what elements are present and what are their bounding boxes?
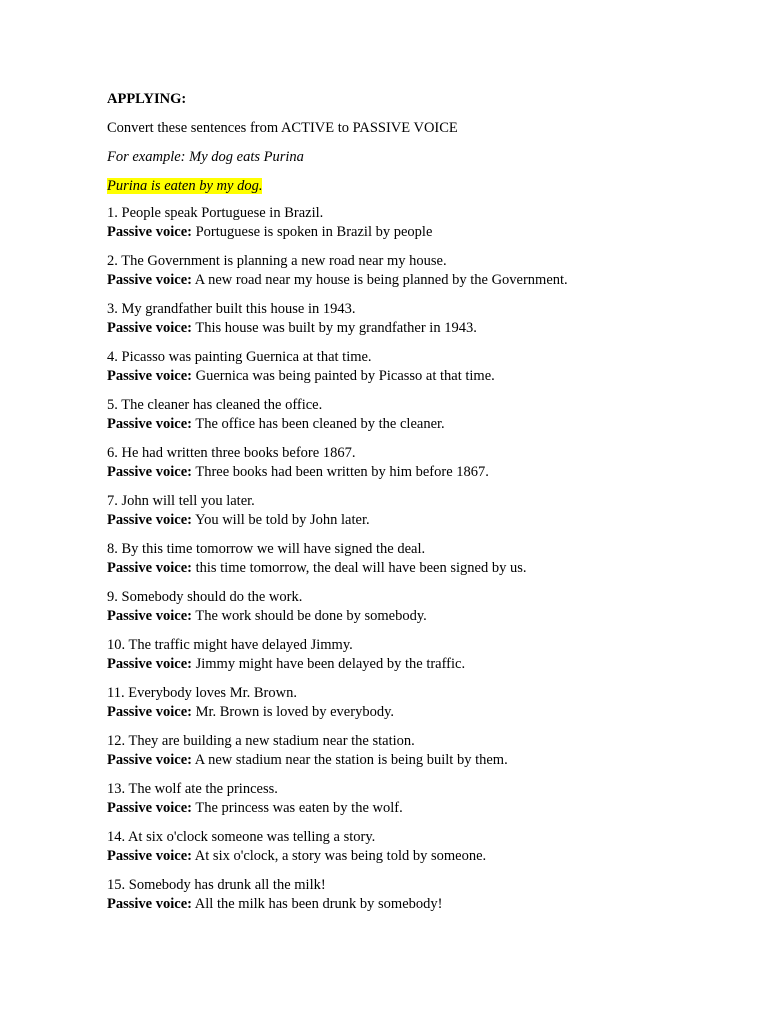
passive-sentence: You will be told by John later. — [195, 512, 370, 528]
passive-voice-label: Passive voice: — [107, 512, 192, 528]
example-active-sentence: For example: My dog eats Purina — [107, 149, 304, 165]
passive-line — [107, 559, 708, 578]
list-item — [107, 252, 708, 290]
list-item — [107, 492, 708, 530]
list-item — [107, 636, 708, 674]
passive-sentence: A new road near my house is being planned by the Government. — [194, 272, 568, 288]
active-sentence: 11. Everybody loves Mr. Brown. — [107, 685, 297, 701]
list-item — [107, 300, 708, 338]
active-sentence: 15. Somebody has drunk all the milk! — [107, 877, 326, 893]
passive-sentence: The work should be done by somebody. — [195, 608, 427, 624]
passive-voice-label: Passive voice: — [107, 896, 192, 912]
list-item — [107, 588, 708, 626]
list-item — [107, 396, 708, 434]
list-item — [107, 780, 708, 818]
passive-sentence: Portuguese is spoken in Brazil by people — [195, 224, 433, 240]
active-sentence: 8. By this time tomorrow we will have signed the deal. — [107, 541, 426, 557]
passive-voice-label: Passive voice: — [107, 272, 192, 288]
passive-sentence: All the milk has been drunk by somebody! — [194, 896, 443, 912]
passive-line — [107, 271, 708, 290]
passive-line — [107, 895, 708, 914]
passive-line — [107, 415, 708, 434]
passive-line — [107, 751, 708, 770]
passive-voice-label: Passive voice: — [107, 320, 192, 336]
passive-voice-label: Passive voice: — [107, 416, 192, 432]
passive-sentence: Jimmy might have been delayed by the traffic. — [195, 656, 466, 672]
passive-line — [107, 799, 708, 818]
active-sentence: 10. The traffic might have delayed Jimmy. — [107, 637, 353, 653]
active-sentence: 1. People speak Portuguese in Brazil. — [107, 205, 324, 221]
passive-voice-label: Passive voice: — [107, 608, 192, 624]
example-highlight: Purina is eaten by my dog. — [107, 178, 263, 194]
passive-voice-label: Passive voice: — [107, 224, 192, 240]
passive-line — [107, 847, 708, 866]
passive-voice-label: Passive voice: — [107, 752, 192, 768]
passive-sentence: At six o'clock, a story was being told by someone. — [194, 848, 487, 864]
example-passive-sentence — [107, 177, 708, 196]
passive-sentence: Guernica was being painted by Picasso at that time. — [195, 368, 495, 384]
list-item — [107, 204, 708, 242]
exercise-list — [107, 204, 708, 914]
active-sentence: 2. The Government is planning a new road near my house. — [107, 253, 447, 269]
passive-voice-label: Passive voice: — [107, 800, 192, 816]
passive-sentence: Mr. Brown is loved by everybody. — [195, 704, 395, 720]
passive-line — [107, 703, 708, 722]
active-sentence: 5. The cleaner has cleaned the office. — [107, 397, 323, 413]
list-item — [107, 828, 708, 866]
passive-sentence: This house was built by my grandfather in 1943. — [195, 320, 477, 336]
passive-line — [107, 319, 708, 338]
list-item — [107, 444, 708, 482]
active-sentence: 9. Somebody should do the work. — [107, 589, 303, 605]
active-sentence: 6. He had written three books before 1867. — [107, 445, 356, 461]
list-item — [107, 684, 708, 722]
active-sentence: 3. My grandfather built this house in 1943. — [107, 301, 356, 317]
passive-voice-label: Passive voice: — [107, 368, 192, 384]
heading: APPLYING: — [107, 91, 187, 107]
passive-voice-label: Passive voice: — [107, 560, 192, 576]
instruction: Convert these sentences from ACTIVE to PASSIVE VOICE — [107, 120, 458, 136]
active-sentence: 12. They are building a new stadium near the station. — [107, 733, 415, 749]
passive-sentence: The office has been cleaned by the cleaner. — [195, 416, 445, 432]
list-item — [107, 876, 708, 914]
list-item — [107, 732, 708, 770]
passive-voice-label: Passive voice: — [107, 464, 192, 480]
passive-line — [107, 511, 708, 530]
passive-sentence: The princess was eaten by the wolf. — [195, 800, 403, 816]
active-sentence: 14. At six o'clock someone was telling a story. — [107, 829, 376, 845]
passive-sentence: this time tomorrow, the deal will have been signed by us. — [195, 560, 527, 576]
passive-line — [107, 655, 708, 674]
list-item — [107, 540, 708, 578]
passive-sentence: A new stadium near the station is being built by them. — [194, 752, 508, 768]
active-sentence: 7. John will tell you later. — [107, 493, 255, 509]
passive-line — [107, 607, 708, 626]
passive-line — [107, 223, 708, 242]
passive-voice-label: Passive voice: — [107, 704, 192, 720]
passive-sentence: Three books had been written by him before 1867. — [195, 464, 489, 480]
passive-line — [107, 463, 708, 482]
list-item — [107, 348, 708, 386]
passive-voice-label: Passive voice: — [107, 848, 192, 864]
passive-voice-label: Passive voice: — [107, 656, 192, 672]
active-sentence: 4. Picasso was painting Guernica at that time. — [107, 349, 372, 365]
passive-line — [107, 367, 708, 386]
active-sentence: 13. The wolf ate the princess. — [107, 781, 278, 797]
